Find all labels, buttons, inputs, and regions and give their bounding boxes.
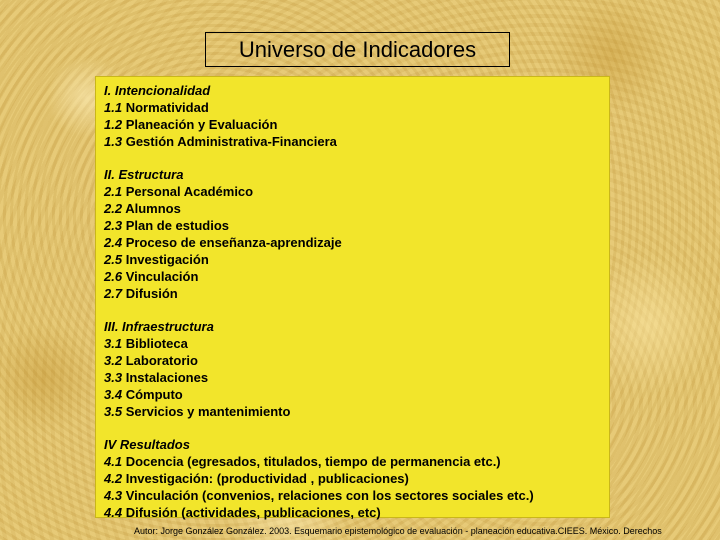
list-item: [104, 268, 609, 285]
list-item: [104, 133, 609, 150]
item-text: Laboratorio: [125, 353, 198, 368]
item-number: 2.1: [104, 184, 123, 199]
item-text: Vinculación (convenios, relaciones con los sectores sociales etc.): [125, 488, 534, 503]
item-number: 4.4: [104, 505, 123, 520]
item-number: 3.2: [104, 353, 123, 368]
item-text: Investigación: [125, 252, 209, 267]
item-number: 3.4: [104, 387, 123, 402]
list-item: [104, 116, 609, 133]
item-number: 1.3: [104, 134, 123, 149]
section-resultados: [104, 436, 609, 521]
item-text: Gestión Administrativa-Financiera: [125, 134, 337, 149]
item-text: Cómputo: [125, 387, 183, 402]
item-number: 2.6: [104, 269, 123, 284]
item-text: Servicios y mantenimiento: [125, 404, 291, 419]
item-text: Plan de estudios: [125, 218, 230, 233]
list-item: [104, 285, 609, 302]
item-number: 2.3: [104, 218, 123, 233]
item-text: Difusión (actividades, publicaciones, etc): [125, 505, 381, 520]
list-item: [104, 386, 609, 403]
item-number: 3.1: [104, 336, 123, 351]
section-intencionalidad: [104, 82, 609, 150]
list-item: [104, 403, 609, 420]
item-text: Difusión: [125, 286, 178, 301]
item-text: Biblioteca: [125, 336, 188, 351]
indicators-panel: [95, 76, 610, 518]
list-item: [104, 504, 609, 521]
item-text: Instalaciones: [125, 370, 209, 385]
page-title: Universo de Indicadores: [205, 32, 510, 67]
item-text: Vinculación: [125, 269, 199, 284]
item-text: Normatividad: [125, 100, 209, 115]
item-text: Investigación: (productividad , publicaciones): [125, 471, 409, 486]
item-number: 2.7: [104, 286, 123, 301]
list-item: [104, 470, 609, 487]
list-item: [104, 487, 609, 504]
list-item: [104, 183, 609, 200]
section-heading: III. Infraestructura: [104, 319, 214, 334]
item-number: 4.3: [104, 488, 123, 503]
list-item: [104, 217, 609, 234]
item-text: Personal Académico: [125, 184, 254, 199]
list-item: [104, 335, 609, 352]
list-item: [104, 234, 609, 251]
item-text: Proceso de enseñanza-aprendizaje: [125, 235, 342, 250]
section-heading: IV Resultados: [104, 437, 190, 452]
item-text: Docencia (egresados, titulados, tiempo de permanencia etc.): [125, 454, 501, 469]
list-item: [104, 453, 609, 470]
section-heading: I. Intencionalidad: [104, 83, 211, 98]
item-number: 2.2: [104, 201, 123, 216]
item-text: Planeación y Evaluación: [125, 117, 278, 132]
list-item: [104, 251, 609, 268]
section-estructura: [104, 166, 609, 302]
section-infraestructura: [104, 318, 609, 420]
item-text: Alumnos: [125, 201, 181, 216]
author-credit: Autor: Jorge González González. 2003. Esquemario epistemológico de evaluación - planeación educativa.CIEES. México. Derechos: [134, 526, 662, 536]
section-heading: II. Estructura: [104, 167, 184, 182]
item-number: 3.5: [104, 404, 123, 419]
item-number: 2.4: [104, 235, 123, 250]
item-number: 1.2: [104, 117, 123, 132]
item-number: 4.2: [104, 471, 123, 486]
list-item: [104, 200, 609, 217]
item-number: 4.1: [104, 454, 123, 469]
item-number: 1.1: [104, 100, 123, 115]
item-number: 2.5: [104, 252, 123, 267]
item-number: 3.3: [104, 370, 123, 385]
list-item: [104, 352, 609, 369]
list-item: [104, 99, 609, 116]
list-item: [104, 369, 609, 386]
